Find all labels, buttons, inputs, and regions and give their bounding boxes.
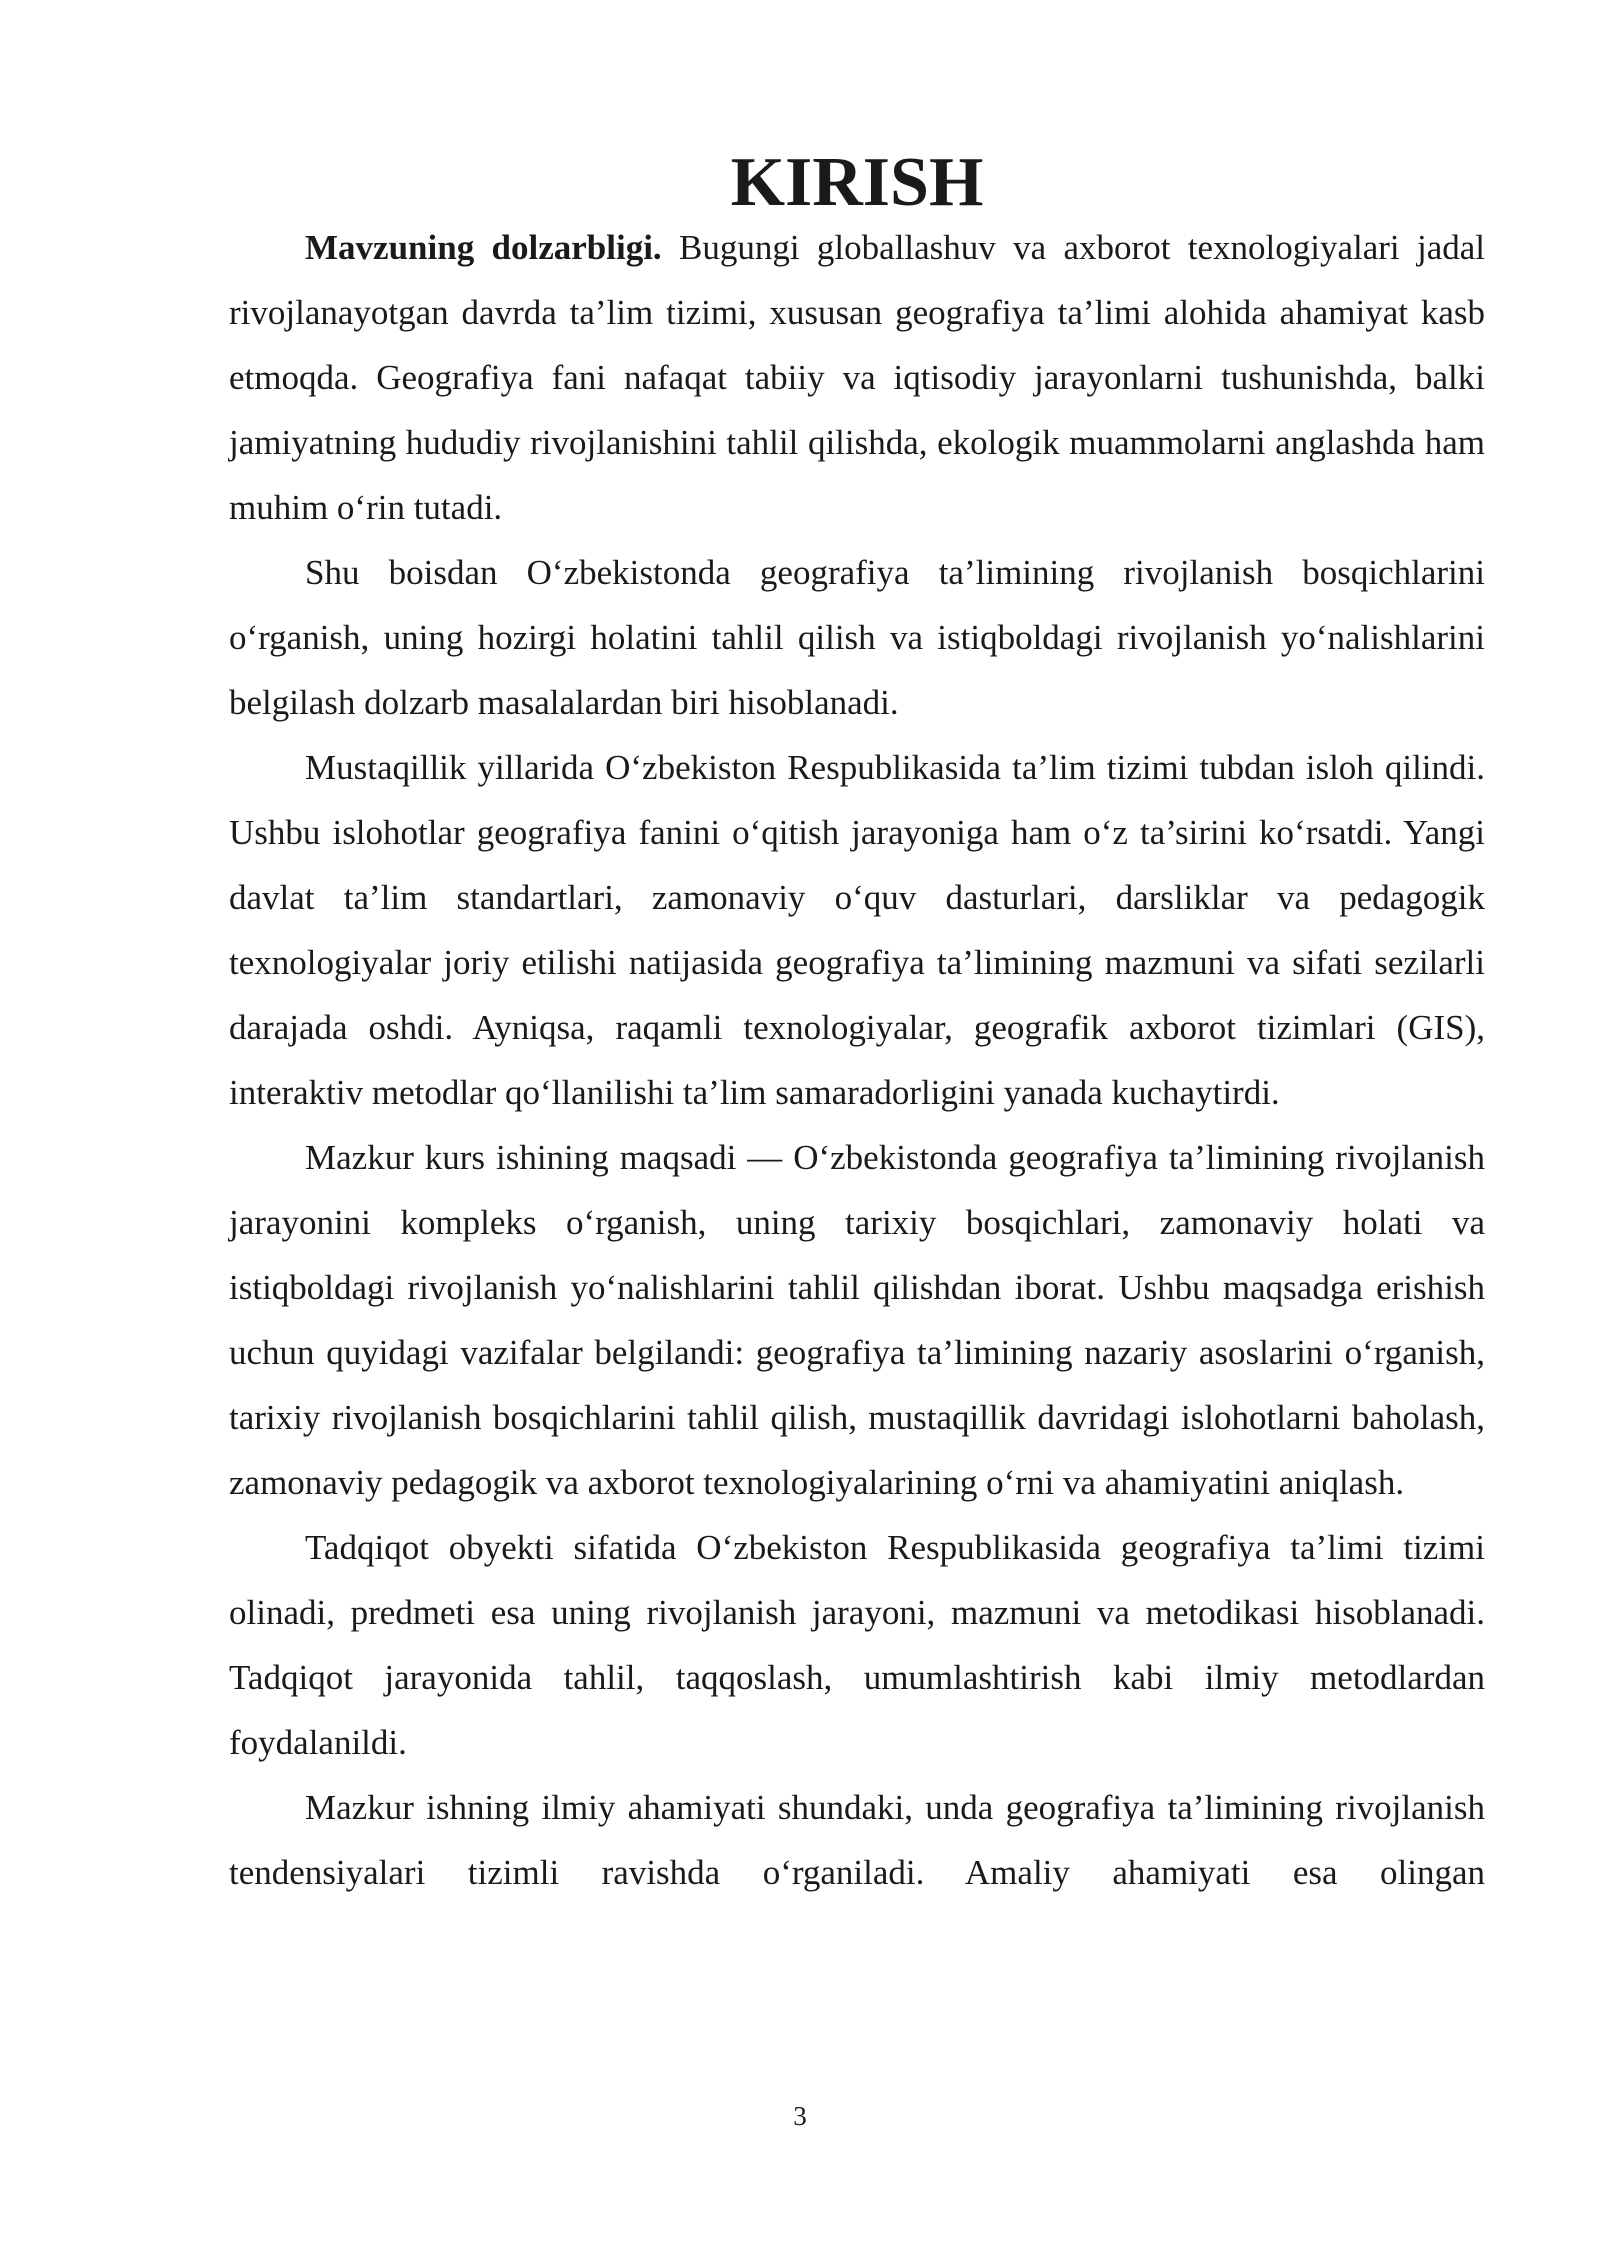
section-heading: KIRISH: [730, 144, 984, 221]
paragraph-text: Bugungi globallashuv va axborot texnologiyalari jadal rivojlanayotgan davrda ta’lim tizimi, xususan geografiya ta’limi alohida ahamiyat kasb etmoqda. Geografiya fani nafaqat tabiiy va iqtisodiy jarayonlarni tushunishda, balki jamiyatning hududiy rivojlanishini tahlil qilishda, ekologik muammolarni anglashda ham muhim o‘rin tutadi.: [229, 228, 1486, 527]
page-number: 3: [793, 2101, 807, 2131]
paragraph-lead-bold: Mavzuning dolzarbligi.: [305, 228, 662, 267]
paragraph-independence-reforms: Mustaqillik yillarida O‘zbekiston Respublikasida ta’lim tizimi tubdan isloh qilindi. Ushbu islohotlar geografiya fanini o‘qitish jarayoniga ham o‘z ta’sirini ko‘rsatdi. Yangi davlat ta’lim standartlari, zamonaviy o‘quv dasturlari, darsliklar va pedagogik texnologiyalar joriy etilishi natijasida geografiya ta’limining mazmuni va sifati sezilarli darajada oshdi. Ayniqsa, raqamli texnologiyalar, geografik axborot tizimlari (GIS), interaktiv metodlar qo‘llanilishi ta’lim samaradorligini yanada kuchaytirdi.: [229, 748, 1485, 1112]
paragraph-significance: Mazkur ishning ilmiy ahamiyati shundaki, unda geografiya ta’limining rivojlanish tendensiyalari tizimli ravishda o‘rganiladi. Amaliy ahamiyati esa olingan: [229, 1788, 1485, 1892]
page-body: [229, 144, 1486, 1905]
paragraph-object-and-subject: Tadqiqot obyekti sifatida O‘zbekiston Respublikasida geografiya ta’limi tizimi olinadi, predmeti esa uning rivojlanish jarayoni, mazmuni va metodikasi hisoblanadi. Tadqiqot jarayonida tahlil, taqqoslash, umumlashtirish kabi ilmiy metodlardan foydalanildi.: [229, 1528, 1485, 1762]
paragraph-relevance: [229, 215, 1485, 540]
paragraph-importance: Shu boisdan O‘zbekistonda geografiya ta’limining rivojlanish bosqichlarini o‘rganish, uning hozirgi holatini tahlil qilish va istiqboldagi rivojlanish yo‘nalishlarini belgilash dolzarb masalalardan biri hisoblanadi.: [229, 553, 1485, 722]
paragraph-goal-and-tasks: Mazkur kurs ishining maqsadi — O‘zbekistonda geografiya ta’limining rivojlanish jarayonini kompleks o‘rganish, uning tarixiy bosqichlari, zamonaviy holati va istiqboldagi rivojlanish yo‘nalishlarini tahlil qilishdan iborat. Ushbu maqsadga erishish uchun quyidagi vazifalar belgilandi: geografiya ta’limining nazariy asoslarini o‘rganish, tarixiy rivojlanish bosqichlarini tahlil qilish, mustaqillik davridagi islohotlarni baholash, zamonaviy pedagogik va axborot texnologiyalarining o‘rni va ahamiyatini aniqlash.: [229, 1138, 1485, 1502]
